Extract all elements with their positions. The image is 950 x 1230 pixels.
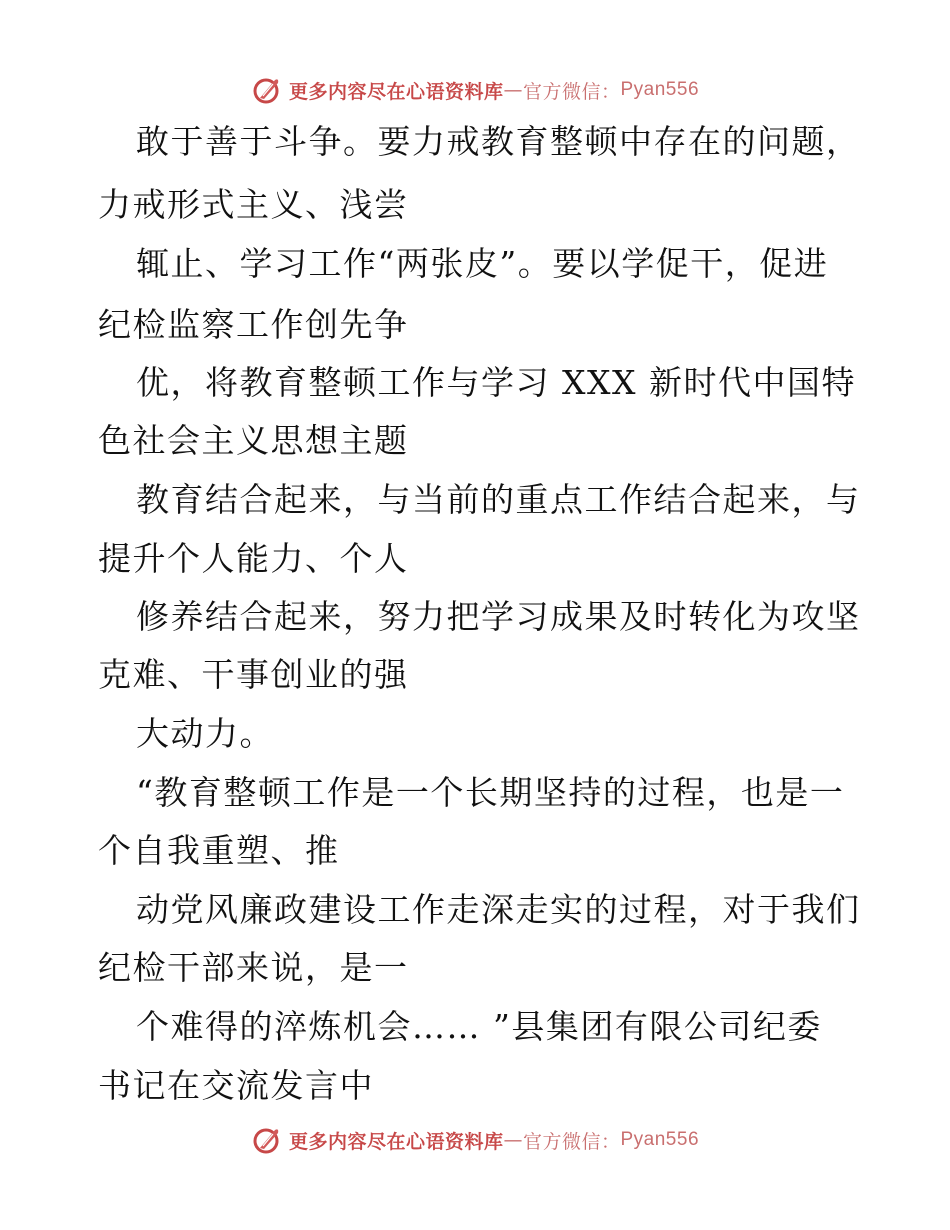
watermark-wechat-label: 官方微信： (522, 1130, 621, 1153)
watermark-brand: 更多内容尽在心语资料库 (288, 1130, 504, 1153)
body-line: 力戒形式主义、浅尝 (98, 185, 409, 224)
body-line: 修养结合起来，努力把学习成果及时转化为攻坚 (136, 597, 861, 636)
body-line: 敢于善于斗争。要力戒教育整顿中存在的问题， (136, 122, 861, 161)
footer-watermark (0, 1120, 950, 1160)
watermark-dash: — (503, 79, 523, 101)
watermark-brand: 更多内容尽在心语资料库 (288, 80, 504, 103)
header-watermark (0, 70, 950, 110)
body-line: 个难得的淬炼机会…… ”县集团有限公司纪委 (136, 1007, 822, 1046)
watermark-account: Pyan556 (620, 79, 700, 100)
watermark-wechat-label: 官方微信： (522, 80, 621, 103)
body-line: 克难、干事创业的强 (98, 655, 409, 694)
body-line: 辄止、学习工作“两张皮”。要以学促干，促进 (136, 244, 829, 283)
body-line: 动党风廉政建设工作走深走实的过程，对于我们 (136, 890, 861, 929)
body-line: 个自我重塑、推 (98, 831, 340, 870)
feather-pen-circle-logo-icon (251, 74, 283, 106)
body-line: 色社会主义思想主题 (98, 421, 409, 460)
watermark-dash: — (503, 1129, 523, 1151)
body-line: 纪检干部来说，是一 (98, 948, 409, 987)
body-line: 纪检监察工作创先争 (98, 305, 409, 344)
body-line: 书记在交流发言中 (98, 1066, 374, 1105)
body-line: 大动力。 (136, 714, 274, 753)
watermark-account: Pyan556 (620, 1129, 700, 1150)
body-line: 提升个人能力、个人 (98, 539, 409, 578)
body-line: 优，将教育整顿工作与学习 XXX 新时代中国特 (136, 363, 856, 402)
body-line: 教育结合起来，与当前的重点工作结合起来，与 (136, 480, 861, 519)
body-line: “教育整顿工作是一个长期坚持的过程，也是一 (136, 773, 845, 812)
feather-pen-circle-logo-icon (251, 1124, 283, 1156)
